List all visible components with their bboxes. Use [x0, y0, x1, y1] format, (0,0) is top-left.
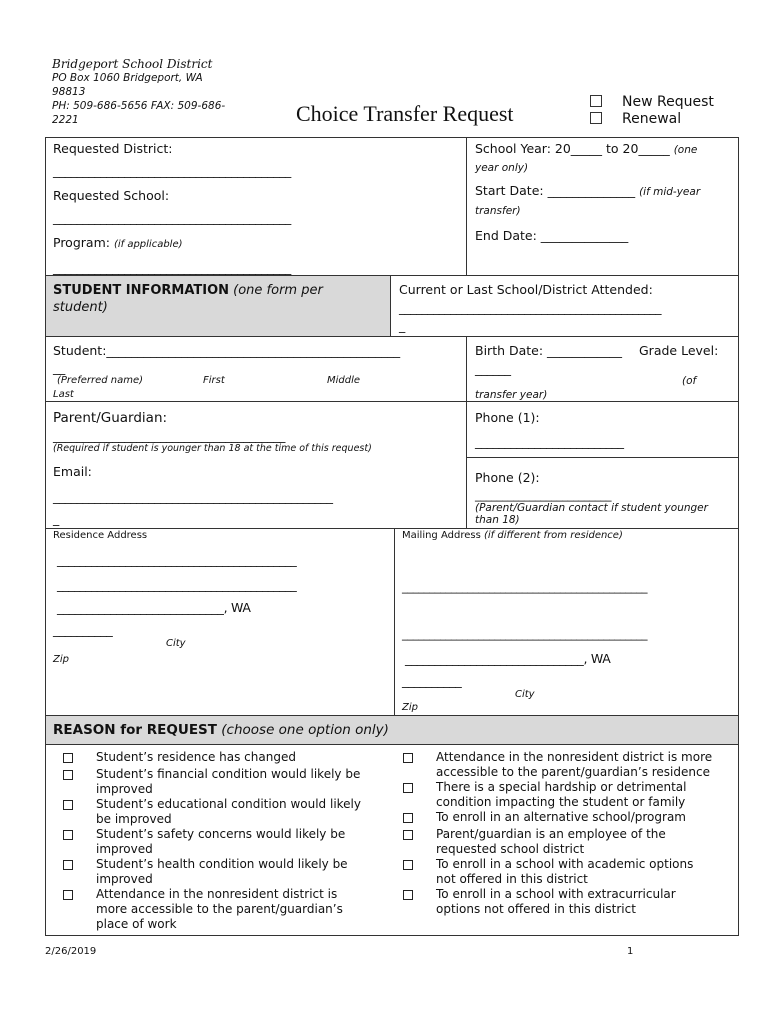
reason-checkbox[interactable] [63, 830, 73, 840]
reason-option-label: Attendance in the nonresident district is more accessible to the parent/guardian’s place of work [96, 887, 343, 931]
reason-option[interactable] [403, 780, 738, 810]
footer-date: 2/26/2019 [45, 946, 97, 957]
last-school-label: Current or Last School/District Attended: [399, 282, 653, 297]
first-name-label: First [203, 375, 225, 386]
new-request-checkbox[interactable] [590, 95, 602, 107]
phone2-note [475, 502, 708, 526]
address-line: 98813 [52, 86, 86, 98]
email-field[interactable]: _______________________________________________ [53, 489, 333, 504]
email-field-2: _ [53, 511, 59, 526]
reason-title: REASON for REQUEST [53, 722, 217, 738]
phone1-label: Phone (1): [475, 410, 540, 425]
reason-option-label: To enroll in a school with academic options not offered in this district [436, 857, 694, 886]
requested-school-field[interactable]: ________________________________________ [53, 210, 292, 225]
reason-checkbox[interactable] [63, 770, 73, 780]
new-request-option[interactable] [590, 94, 714, 110]
phone1-field[interactable]: _________________________ [475, 434, 624, 449]
program-note: (if applicable) [113, 239, 183, 250]
requested-district-field[interactable]: ________________________________________ [53, 163, 292, 178]
reason-checkbox[interactable] [403, 783, 413, 793]
phone2-note-line: than 18) [475, 514, 520, 526]
rule [45, 935, 739, 936]
phone-fax: 2221 [52, 114, 79, 126]
birth-date-field[interactable]: Birth Date: ____________ [475, 343, 623, 358]
reason-checkbox[interactable] [403, 753, 413, 763]
reason-heading [53, 722, 389, 738]
phone2-field[interactable]: _________________________ [475, 488, 612, 502]
residence-city-field[interactable]: ____________________________, WA [57, 600, 251, 615]
rule [45, 528, 739, 529]
district-name: Bridgeport School District [52, 57, 213, 71]
reason-checkbox[interactable] [63, 753, 73, 763]
reason-option-label: Parent/guardian is an employee of the requested school district [436, 827, 666, 856]
reason-option-label: Student’s residence has changed [96, 750, 296, 764]
reason-note: (choose one option only) [221, 722, 389, 738]
renewal-checkbox[interactable] [590, 112, 602, 124]
mailing-address-label [402, 530, 623, 541]
reason-option[interactable] [403, 827, 738, 857]
reason-checkbox[interactable] [63, 860, 73, 870]
student-name-field-2: __ [53, 360, 65, 375]
last-name-label: Last [53, 389, 74, 400]
start-date-line [475, 183, 700, 198]
reason-option[interactable] [63, 797, 393, 827]
form-border-left [45, 137, 46, 936]
reason-option[interactable] [63, 767, 393, 797]
mailing-address-text: Mailing Address [402, 530, 481, 541]
rule [466, 457, 739, 458]
reason-option-label: To enroll in a school with extracurricular options not offered in this district [436, 887, 676, 916]
mailing-city-label: City [515, 689, 535, 700]
middle-name-label: Middle [327, 375, 361, 386]
reason-checkbox[interactable] [63, 890, 73, 900]
phone2-note-line: (Parent/Guardian contact if student younger [475, 502, 708, 514]
program-field[interactable]: ________________________________________ [53, 260, 292, 275]
last-school-field[interactable]: ______________________________________________ [399, 301, 662, 315]
end-date-field[interactable]: End Date: ______________ [475, 228, 629, 243]
residence-zip-label: Zip [53, 654, 69, 665]
reason-option[interactable] [403, 810, 738, 827]
mailing-line-1[interactable]: _____________________________________________ [402, 580, 648, 594]
reason-option-label: Attendance in the nonresident district is more accessible to the parent/guardian’s residence [436, 750, 713, 779]
form-border-right [738, 137, 739, 936]
residence-zip-field[interactable]: __________ [53, 622, 113, 637]
reason-option[interactable] [63, 887, 393, 932]
start-date-note: (if mid-year [639, 186, 701, 198]
student-info-heading [53, 282, 383, 316]
reason-checkbox[interactable] [403, 813, 413, 823]
rule [45, 137, 739, 138]
start-date-note-2: transfer) [475, 205, 521, 217]
reason-option[interactable] [403, 887, 738, 917]
phone-fax: PH: 509-686-5656 FAX: 509-686- [52, 100, 226, 112]
residence-line-1[interactable]: __________________________________________ [57, 553, 297, 567]
mailing-zip-field[interactable]: __________ [402, 673, 462, 688]
residence-address-label: Residence Address [53, 530, 148, 541]
mailing-line-2[interactable]: _____________________________________________ [402, 627, 648, 641]
divider [390, 275, 391, 336]
student-info-note: (one form per [233, 283, 323, 298]
reason-checkbox[interactable] [403, 830, 413, 840]
student-info-note-2: student) [53, 300, 108, 315]
transfer-year-label: transfer year) [475, 389, 548, 401]
reason-option[interactable] [403, 750, 738, 780]
rule [45, 744, 739, 745]
reason-option-label: Student’s health condition would likely be improved [96, 857, 348, 886]
school-year-note: (one [673, 144, 698, 156]
reason-option-label: Student’s safety concerns would likely be improved [96, 827, 346, 856]
rule [45, 401, 739, 402]
last-school-field-2: _ [399, 318, 405, 333]
parent-guardian-note: (Required if student is younger than 18 at the time of this request) [53, 443, 372, 454]
reason-option-label: Student’s educational condition would likely be improved [96, 797, 361, 826]
residence-line-2[interactable]: __________________________________________ [57, 578, 297, 592]
reason-option-label: To enroll in an alternative school/program [436, 810, 686, 824]
reason-option[interactable] [63, 750, 393, 767]
email-label: Email: [53, 464, 92, 479]
reason-option[interactable] [403, 857, 738, 887]
mailing-address-note: (if different from residence) [483, 530, 623, 541]
reason-options-right [403, 750, 738, 917]
reason-option-label: Student’s financial condition would likely be improved [96, 767, 361, 796]
divider [466, 336, 467, 528]
mailing-city-field[interactable]: ______________________________, WA [405, 651, 611, 666]
parent-guardian-label: Parent/Guardian: [53, 410, 168, 426]
of-label: (of [682, 375, 697, 387]
renewal-label: Renewal [622, 111, 682, 127]
reason-checkbox[interactable] [403, 860, 413, 870]
residence-city-label: City [166, 638, 186, 649]
school-year-line [475, 141, 697, 156]
district-address [52, 57, 262, 127]
reason-option-label: There is a special hardship or detrimental condition impacting the student or family [436, 780, 687, 809]
reason-checkbox[interactable] [403, 890, 413, 900]
mailing-zip-label: Zip [402, 702, 418, 713]
preferred-name-label: (Preferred name) [57, 375, 144, 386]
new-request-label: New Request [622, 94, 714, 110]
reason-option[interactable] [63, 857, 393, 887]
renewal-option[interactable] [590, 111, 681, 127]
requested-school-label: Requested School: [53, 188, 170, 203]
parent-guardian-field[interactable]: _______________________________________ [53, 428, 286, 443]
student-name-field[interactable]: Student:_______________________________________________ [53, 343, 401, 358]
school-year-field[interactable]: School Year: 20_____ to 20_____ [475, 141, 670, 156]
grade-level-field[interactable]: ______ [475, 361, 511, 376]
reason-options-left [63, 750, 393, 932]
reason-option[interactable] [63, 827, 393, 857]
divider [394, 528, 395, 715]
student-info-title: STUDENT INFORMATION [53, 283, 230, 298]
phone2-label: Phone (2): [475, 470, 540, 485]
program-text: Program: [53, 235, 110, 250]
start-date-field[interactable]: Start Date: ______________ [475, 183, 636, 198]
school-year-note-2: year only) [475, 162, 529, 174]
page-number: 1 [627, 946, 634, 957]
divider [466, 137, 467, 275]
grade-level-label: Grade Level: [639, 343, 719, 358]
page-title: Choice Transfer Request [296, 101, 514, 126]
rule [45, 336, 739, 337]
requested-district-label: Requested District: [53, 141, 173, 156]
address-line: PO Box 1060 Bridgeport, WA [52, 72, 203, 84]
reason-checkbox[interactable] [63, 800, 73, 810]
program-label [53, 235, 183, 250]
